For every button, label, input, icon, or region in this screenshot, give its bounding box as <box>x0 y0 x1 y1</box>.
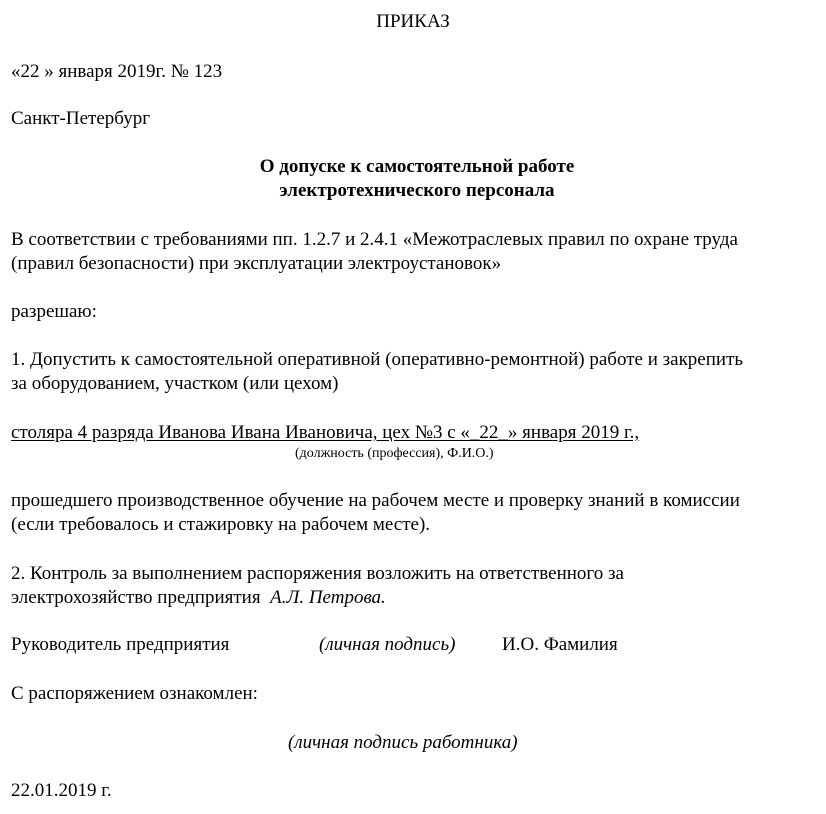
document-title: ПРИКАЗ <box>376 11 450 32</box>
item1-line-1: 1. Допустить к самостоятельной оперативной (оперативно-ремонтной) работе и закрепить <box>11 349 744 370</box>
city: Санкт-Петербург <box>11 108 151 129</box>
responsible-name: А.Л. Петрова. <box>270 587 386 608</box>
item2-line-1: 2. Контроль за выполнением распоряжения возложить на ответственного за <box>11 563 624 584</box>
item2-line-2 <box>11 587 386 609</box>
order-date-number: «22 » января 2019г. № 123 <box>11 61 223 82</box>
signature-row <box>0 634 826 656</box>
signature-placeholder: (личная подпись) <box>319 634 456 655</box>
acknowledge-label: С распоряжением ознакомлен: <box>11 683 258 704</box>
preamble-line-2: (правил безопасности) при эксплуатации электроустановок» <box>11 253 502 274</box>
signature-role: Руководитель предприятия <box>11 634 230 655</box>
subject-line-2: электротехнического персонала <box>279 180 555 201</box>
employee-signature-placeholder: (личная подпись работника) <box>288 732 518 753</box>
preamble-line-1: В соответствии с требованиями пп. 1.2.7 и 2.4.1 «Межотраслевых правил по охране труда <box>11 229 738 250</box>
employee-field-hint: (должность (профессия), Ф.И.О.) <box>295 446 494 461</box>
final-date: 22.01.2019 г. <box>11 780 112 801</box>
training-line-1: прошедшего производственное обучение на рабочем месте и проверку знаний в комиссии <box>11 490 740 511</box>
signature-name: И.О. Фамилия <box>502 634 618 655</box>
item2-line-2-prefix: электрохозяйство предприятия <box>11 587 261 608</box>
item1-line-2: за оборудованием, участком (или цехом) <box>11 373 339 394</box>
training-line-2: (если требовалось и стажировку на рабочем месте). <box>11 514 431 535</box>
subject-line-1: О допуске к самостоятельной работе <box>259 156 575 177</box>
resolve-word: разрешаю: <box>11 301 97 322</box>
employee-field: столяра 4 разряда Иванова Ивана Ивановича, цех №3 с «_22_» января 2019 г., <box>11 422 640 443</box>
